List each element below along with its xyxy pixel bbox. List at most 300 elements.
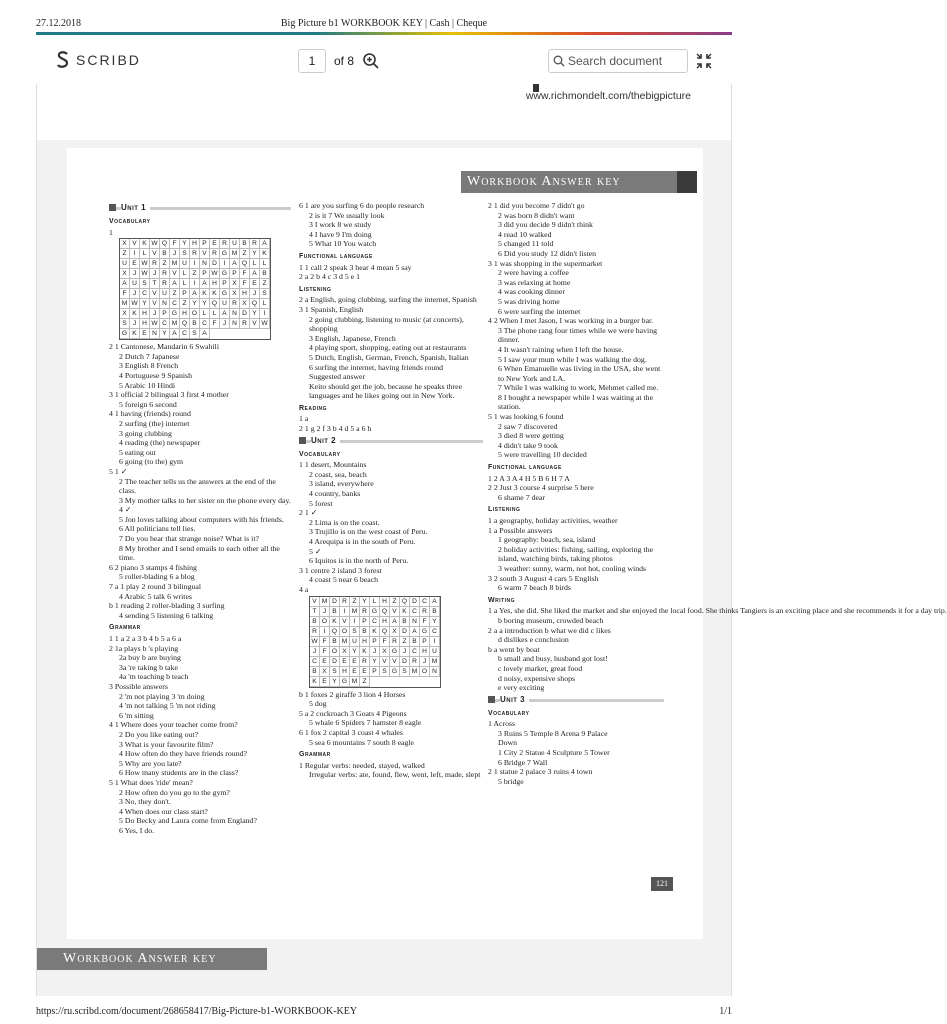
answer-line: 5 changed 11 told <box>498 239 554 249</box>
grid-cell: C <box>410 607 420 617</box>
grid-cell: Z <box>160 259 170 269</box>
grid-cell: D <box>330 657 340 667</box>
grid-cell: D <box>400 657 410 667</box>
grid-cell: Q <box>330 627 340 637</box>
grid-cell: Y <box>190 299 200 309</box>
grid-cell: D <box>400 627 410 637</box>
grid-cell: R <box>240 319 250 329</box>
page-number-input[interactable]: 1 <box>298 49 326 73</box>
print-page-number: 1/1 <box>719 1006 732 1017</box>
grid-cell: C <box>410 647 420 657</box>
answer-line: 4 1 having (friends) round <box>109 409 191 419</box>
grid-cell: V <box>250 319 260 329</box>
grid-cell: L <box>260 299 270 309</box>
word-search-grid <box>119 238 271 340</box>
answer-line: 5 Why are you late? <box>119 758 182 768</box>
grid-cell: P <box>200 239 210 249</box>
grid-cell: W <box>260 319 270 329</box>
grid-cell: Y <box>200 299 210 309</box>
answer-line: 6 When Emanuelle was living in the USA, she went to New York and LA. <box>498 364 661 383</box>
grid-cell: Y <box>360 597 370 607</box>
answer-line: 6 How many students are in the class? <box>119 768 239 778</box>
grid-cell: B <box>160 249 170 259</box>
answer-line: c lovely market, great food <box>498 663 583 673</box>
grid-cell: X <box>120 309 130 319</box>
answer-line: 4 was cooking dinner <box>498 287 565 297</box>
grid-cell: C <box>160 319 170 329</box>
answer-line: 3 What is your favourite film? <box>119 739 214 749</box>
grid-cell: U <box>130 279 140 289</box>
answer-line: 5 dog <box>309 699 327 709</box>
answer-line: 5 Arabic 10 Hindi <box>119 380 176 390</box>
grid-cell: K <box>370 627 380 637</box>
grid-cell: N <box>230 309 240 319</box>
print-footer <box>0 998 768 1024</box>
grid-cell: W <box>140 269 150 279</box>
grid-cell: B <box>330 607 340 617</box>
grid-cell: L <box>260 259 270 269</box>
grid-cell: T <box>310 607 320 617</box>
grid-cell: Z <box>400 637 410 647</box>
grid-cell: R <box>360 657 370 667</box>
grid-cell: K <box>130 329 140 339</box>
answer-line: 3 1 centre 2 island 3 forest <box>299 565 382 575</box>
grid-cell: P <box>370 667 380 677</box>
grid-cell: B <box>240 239 250 249</box>
answer-line: 3 Ruins 5 Temple 8 Arena 9 Palace <box>498 728 608 738</box>
grid-cell: U <box>160 289 170 299</box>
answer-line: 6 1 fox 2 capital 3 coast 4 whales <box>299 727 403 737</box>
answer-line: 2 1 statue 2 palace 3 ruins 4 town <box>488 767 593 777</box>
answer-line: 5 Dutch, English, German, French, Spanish, Italian <box>309 352 469 362</box>
answer-line: b boring museum, crowded beach <box>498 615 604 625</box>
answer-line: 4 Arequipa is in the south of Peru. <box>309 537 416 546</box>
scribd-logo[interactable] <box>56 51 141 69</box>
answer-line: 2 The teacher tells us the answers at the end of the class. <box>119 476 276 496</box>
grid-cell: Q <box>250 299 260 309</box>
grid-cell: B <box>430 607 440 617</box>
grid-cell: P <box>160 309 170 319</box>
grid-cell: C <box>370 617 380 627</box>
grid-cell: A <box>220 309 230 319</box>
answer-line: 2 coast, sea, beach <box>309 469 367 479</box>
grid-cell: Q <box>160 239 170 249</box>
fullscreen-icon[interactable] <box>696 53 712 69</box>
answer-line: 6 2 piano 3 stamps 4 fishing <box>109 562 197 572</box>
answer-line: 7 While I was walking to work, Mehmet called me. <box>498 383 659 393</box>
answer-line: 2 surfing (the) internet <box>119 418 190 428</box>
grid-cell: R <box>250 239 260 249</box>
answer-line: 4 'm not talking 5 'm not riding <box>119 701 216 711</box>
grid-cell: J <box>400 647 410 657</box>
grid-cell: V <box>390 657 400 667</box>
grid-cell: W <box>150 319 160 329</box>
next-page-banner: Workbook Answer key <box>37 948 267 970</box>
grid-cell: Z <box>260 279 270 289</box>
section-heading: Vocabulary <box>109 218 151 225</box>
grid-cell: F <box>420 617 430 627</box>
document-viewer[interactable] <box>36 84 947 996</box>
answer-line: 6 Did you study 12 didn't listen <box>498 248 597 258</box>
answer-line: 6 going (to the) gym <box>119 457 184 467</box>
answer-line: d noisy, expensive shops <box>498 673 576 683</box>
grid-cell: I <box>340 607 350 617</box>
grid-cell: W <box>140 259 150 269</box>
answer-line: 2 a a introduction b what we did c likes <box>488 625 611 635</box>
grid-cell: Z <box>240 249 250 259</box>
section-heading: Grammar <box>299 751 331 759</box>
answer-line: 1 1 a 2 a 3 b 4 b 5 a 6 a <box>109 634 182 643</box>
grid-cell: L <box>370 597 380 607</box>
grid-cell: W <box>150 239 160 249</box>
banner-title: Workbook Answer key <box>467 174 621 189</box>
grid-cell: B <box>360 627 370 637</box>
answer-line: 5 was driving home <box>498 296 560 306</box>
grid-cell: V <box>170 269 180 279</box>
page-count: of 8 <box>334 54 355 68</box>
answer-line: 2 'm not playing 3 'm doing <box>119 691 205 701</box>
answer-line: e very exciting <box>498 683 545 693</box>
workbook-answer-key-banner <box>461 171 697 193</box>
answer-line: 3 Trujillo is on the west coast of Peru. <box>309 527 428 537</box>
answer-line: 5 What 10 You watch <box>309 239 377 249</box>
answer-line: 7 a 1 play 2 round 3 bilingual <box>109 582 202 592</box>
grid-cell: N <box>230 319 240 329</box>
answer-line: 4 didn't take 9 took <box>498 440 558 450</box>
answer-line: 3 The phone rang four times while we were having dinner. <box>498 325 657 345</box>
grid-cell: W <box>210 269 220 279</box>
grid-cell: I <box>320 627 330 637</box>
grid-cell: A <box>230 259 240 269</box>
answer-line: 1 Regular verbs: needed, stayed, walked <box>299 760 425 770</box>
answer-line: 1 City 2 Statue 4 Sculpture 5 Tower <box>498 748 610 758</box>
answer-line: 5 1 What does 'ride' mean? <box>109 777 193 787</box>
grid-cell: H <box>340 667 350 677</box>
grid-cell: X <box>240 299 250 309</box>
grid-cell: E <box>350 657 360 667</box>
answer-line: 2 saw 7 discovered <box>498 421 558 431</box>
answer-line: 3 did you decide 9 didn't think <box>498 220 593 230</box>
grid-cell: E <box>350 667 360 677</box>
answer-line: 2 going clubbing, listening to music (at concerts), shopping <box>309 314 464 334</box>
grid-cell: V <box>150 249 160 259</box>
answer-line: 5 whale 6 Spiders 7 hamster 8 eagle <box>309 718 422 728</box>
answer-line: 3 island, everywhere <box>309 479 374 489</box>
answer-line: 2 Lima is on the coast. <box>309 517 380 527</box>
grid-cell: V <box>390 607 400 617</box>
grid-cell: V <box>380 657 390 667</box>
grid-cell: S <box>350 627 360 637</box>
answer-line: 5 were travelling 10 decided <box>498 450 587 460</box>
answer-line: 2 a English, going clubbing, surfing the internet, Spanish <box>299 295 477 305</box>
grid-cell: A <box>120 279 130 289</box>
grid-cell: X <box>390 627 400 637</box>
grid-cell: G <box>340 677 350 687</box>
grid-cell: K <box>140 239 150 249</box>
grid-cell: Y <box>370 657 380 667</box>
grid-cell: Q <box>380 627 390 637</box>
grid-cell: L <box>140 249 150 259</box>
grid-cell: Z <box>120 249 130 259</box>
grid-cell: F <box>240 279 250 289</box>
grid-cell: R <box>160 279 170 289</box>
grid-cell: I <box>190 279 200 289</box>
grid-cell: B <box>410 637 420 647</box>
grid-cell: P <box>230 269 240 279</box>
grid-cell: R <box>360 607 370 617</box>
grid-cell: A <box>170 279 180 289</box>
grid-cell: N <box>430 667 440 677</box>
answer-line: 3 weather: sunny, warm, not hot, cooling winds <box>498 563 647 573</box>
answer-line: 3 was relaxing at home <box>498 277 571 287</box>
grid-cell: X <box>230 289 240 299</box>
answer-line: 1 geography: beach, sea, island <box>498 535 596 545</box>
grid-cell: R <box>390 637 400 647</box>
answer-line: 4 It wasn't raining when I left the house. <box>498 344 624 354</box>
word-search-grid <box>309 596 441 688</box>
answer-line: 5 forest <box>309 498 333 508</box>
answer-line: 5 1 ✓ <box>109 466 128 476</box>
answer-line: 2 holiday activities: fishing, sailing, exploring the island, watching birds, taking photos <box>498 544 654 564</box>
answer-line: 2 1 Cantonese, Mandarin 6 Swahili <box>109 342 220 352</box>
grid-cell: J <box>320 607 330 617</box>
grid-cell: Y <box>250 309 260 319</box>
answer-line: b a went by boat <box>488 644 540 654</box>
answer-line: 3 1 was shopping in the supermarket <box>488 258 603 268</box>
column-right <box>488 201 947 786</box>
grid-cell: E <box>250 279 260 289</box>
answer-line: 6 were surfing the internet <box>498 306 581 316</box>
answer-key-page <box>67 148 947 939</box>
grid-cell: G <box>170 309 180 319</box>
answer-line: 1 1 desert, Mountains <box>299 460 367 470</box>
grid-cell: J <box>250 289 260 299</box>
grid-cell: U <box>230 239 240 249</box>
grid-cell: C <box>180 329 190 339</box>
answer-line: 5 ✓ <box>309 546 322 556</box>
grid-cell: H <box>240 289 250 299</box>
grid-cell: Q <box>210 299 220 309</box>
answer-line: 2 1 did you become 7 didn't go <box>488 201 585 210</box>
grid-cell: V <box>130 239 140 249</box>
grid-cell: B <box>400 617 410 627</box>
grid-cell: D <box>330 597 340 607</box>
grid-cell: V <box>150 299 160 309</box>
answer-line: 3 2 south 3 August 4 cars 5 English <box>488 573 599 583</box>
grid-cell: R <box>410 657 420 667</box>
grid-cell: Y <box>140 299 150 309</box>
grid-cell: H <box>140 319 150 329</box>
grid-cell: Y <box>160 329 170 339</box>
answer-line: 2 2 Just 3 course 4 surprise 5 here <box>488 483 594 493</box>
answer-line: 2 How often do you go to the gym? <box>119 787 230 797</box>
answer-line: 4 reading (the) newspaper <box>119 438 201 448</box>
grid-cell: R <box>420 607 430 617</box>
grid-cell: M <box>170 259 180 269</box>
print-url: https://ru.scribd.com/document/268658417/Big-Picture-b1-WORKBOOK-KEY <box>36 1006 358 1017</box>
section-heading: Reading <box>299 404 328 412</box>
grid-cell: C <box>310 657 320 667</box>
grid-cell: N <box>160 299 170 309</box>
grid-cell: S <box>120 319 130 329</box>
grid-cell: I <box>130 249 140 259</box>
section-heading: Writing <box>488 596 516 604</box>
grid-cell: K <box>330 617 340 627</box>
grid-cell: D <box>410 597 420 607</box>
grid-cell: V <box>340 617 350 627</box>
grid-cell: Q <box>240 259 250 269</box>
answer-line: 6 'm sitting <box>119 710 154 720</box>
grid-cell: J <box>130 269 140 279</box>
answer-line: 2 is it 7 We usually look <box>309 210 385 220</box>
answer-line: 4a 'm teaching b teach <box>119 672 189 682</box>
grid-cell: M <box>320 597 330 607</box>
answer-line: b 1 foxes 2 giraffe 3 lion 4 Horses <box>299 689 406 699</box>
grid-cell: M <box>430 657 440 667</box>
grid-cell: T <box>150 279 160 289</box>
grid-cell: F <box>320 647 330 657</box>
grid-cell: Q <box>400 597 410 607</box>
grid-cell: X <box>230 279 240 289</box>
grid-cell: J <box>370 647 380 657</box>
answer-line: 3 My mother talks to her sister on the phone every day. <box>119 495 291 505</box>
unit-label: Unit 3 <box>500 695 529 705</box>
grid-cell: B <box>260 269 270 279</box>
grid-cell: K <box>400 607 410 617</box>
section-heading: Functional language <box>299 252 373 260</box>
grid-cell: R <box>310 627 320 637</box>
unit-heading <box>109 203 291 213</box>
grid-cell: A <box>390 617 400 627</box>
publisher-url: www.richmondelt.com/thebigpicture <box>525 90 691 102</box>
grid-cell: K <box>310 677 320 687</box>
grid-cell: V <box>310 597 320 607</box>
answer-line: 3 I work 8 we study <box>309 220 372 230</box>
section-heading: Listening <box>488 506 521 514</box>
section-heading: Vocabulary <box>488 709 530 717</box>
grid-cell: M <box>170 319 180 329</box>
grid-cell: F <box>120 289 130 299</box>
grid-cell: G <box>390 647 400 657</box>
grid-cell: Z <box>190 269 200 279</box>
answer-line: 4 ✓ <box>119 505 132 515</box>
grid-cell: X <box>380 647 390 657</box>
grid-cell: B <box>190 319 200 329</box>
grid-cell: C <box>200 319 210 329</box>
grid-cell: A <box>260 239 270 249</box>
grid-cell: R <box>210 249 220 259</box>
answer-line: Suggested answer <box>309 372 366 382</box>
grid-cell: O <box>420 667 430 677</box>
grid-cell: K <box>130 309 140 319</box>
answer-line: 1 2 A 3 A 4 H 5 B 6 H 7 A <box>488 473 570 483</box>
answer-line: b small and busy, husband got lost! <box>498 654 608 664</box>
answer-line: 6 Yes, I do. <box>119 825 155 835</box>
grid-cell: A <box>410 627 420 637</box>
answer-line: 2 Dutch 7 Japanese <box>119 351 180 361</box>
grid-cell: M <box>410 667 420 677</box>
answer-line: 2 1 g 2 f 3 b 4 d 5 a 6 h <box>299 424 372 434</box>
grid-cell: Y <box>330 677 340 687</box>
search-placeholder: Search document <box>568 54 663 68</box>
grid-cell: H <box>380 617 390 627</box>
grid-cell: G <box>220 289 230 299</box>
grid-cell: D <box>240 309 250 319</box>
grid-cell: S <box>180 249 190 259</box>
search-document-input[interactable] <box>548 49 688 73</box>
answer-line: 3 going clubbing <box>119 428 172 438</box>
grid-cell: C <box>170 299 180 309</box>
answer-line: 2 Do you like eating out? <box>119 729 199 739</box>
answer-line: 5 roller-blading 6 a blog <box>119 572 195 582</box>
grid-cell: B <box>310 617 320 627</box>
grid-cell: A <box>430 597 440 607</box>
unit-heading <box>299 436 483 446</box>
grid-cell: F <box>380 637 390 647</box>
answer-line: Irregular verbs: ate, found, flew, went, left, made, slept <box>309 770 481 780</box>
grid-cell: N <box>150 329 160 339</box>
grid-cell: C <box>140 289 150 299</box>
grid-cell: W <box>310 637 320 647</box>
grid-cell: M <box>350 677 360 687</box>
grid-cell: R <box>190 249 200 259</box>
grid-cell: U <box>180 259 190 269</box>
grid-cell: Z <box>350 597 360 607</box>
grid-cell: R <box>150 259 160 269</box>
grid-cell: U <box>350 637 360 647</box>
answer-line: 6 1 are you surfing 6 do people research <box>299 201 425 210</box>
grid-cell: J <box>220 319 230 329</box>
answer-line: 5 Jon loves talking about computers with his friends. <box>119 514 284 524</box>
answer-line: 2 were having a coffee <box>498 268 569 278</box>
brand-stripe <box>36 32 732 35</box>
grid-cell: I <box>430 637 440 647</box>
grid-cell: X <box>340 647 350 657</box>
page-number-badge: 121 <box>651 877 673 891</box>
grid-cell: A <box>250 269 260 279</box>
answer-line: 5 foreign 6 second <box>119 399 177 409</box>
grid-cell: P <box>200 269 210 279</box>
print-date: 27.12.2018 <box>36 18 81 29</box>
grid-cell: Z <box>180 299 190 309</box>
grid-cell: M <box>340 637 350 647</box>
grid-cell: P <box>420 637 430 647</box>
grid-cell: Q <box>380 607 390 617</box>
grid-cell: S <box>380 667 390 677</box>
grid-cell: H <box>360 637 370 647</box>
grid-cell: V <box>150 289 160 299</box>
grid-cell: E <box>130 259 140 269</box>
answer-line: 3 1 Spanish, English <box>299 304 364 314</box>
zoom-in-icon[interactable] <box>362 52 380 70</box>
grid-cell: O <box>190 309 200 319</box>
scribd-logo-icon <box>56 51 70 69</box>
answer-line: 4 How often do they have friends round? <box>119 749 247 759</box>
grid-cell: L <box>210 309 220 319</box>
answer-line: 6 All politicians tell lies. <box>119 524 196 534</box>
answer-line: 5 eating out <box>119 447 156 457</box>
grid-cell: Y <box>430 617 440 627</box>
grid-cell: F <box>240 269 250 279</box>
grid-cell: J <box>130 319 140 329</box>
answer-line: 5 a 2 cockroach 3 Goats 4 Pigeons <box>299 708 407 718</box>
grid-cell: Z <box>170 289 180 299</box>
grid-cell: Y <box>180 239 190 249</box>
print-title: Big Picture b1 WORKBOOK KEY | Cash | Cheque <box>280 18 488 29</box>
answer-line: 4 read 10 walked <box>498 229 552 239</box>
grid-cell: J <box>170 249 180 259</box>
grid-cell: P <box>370 637 380 647</box>
